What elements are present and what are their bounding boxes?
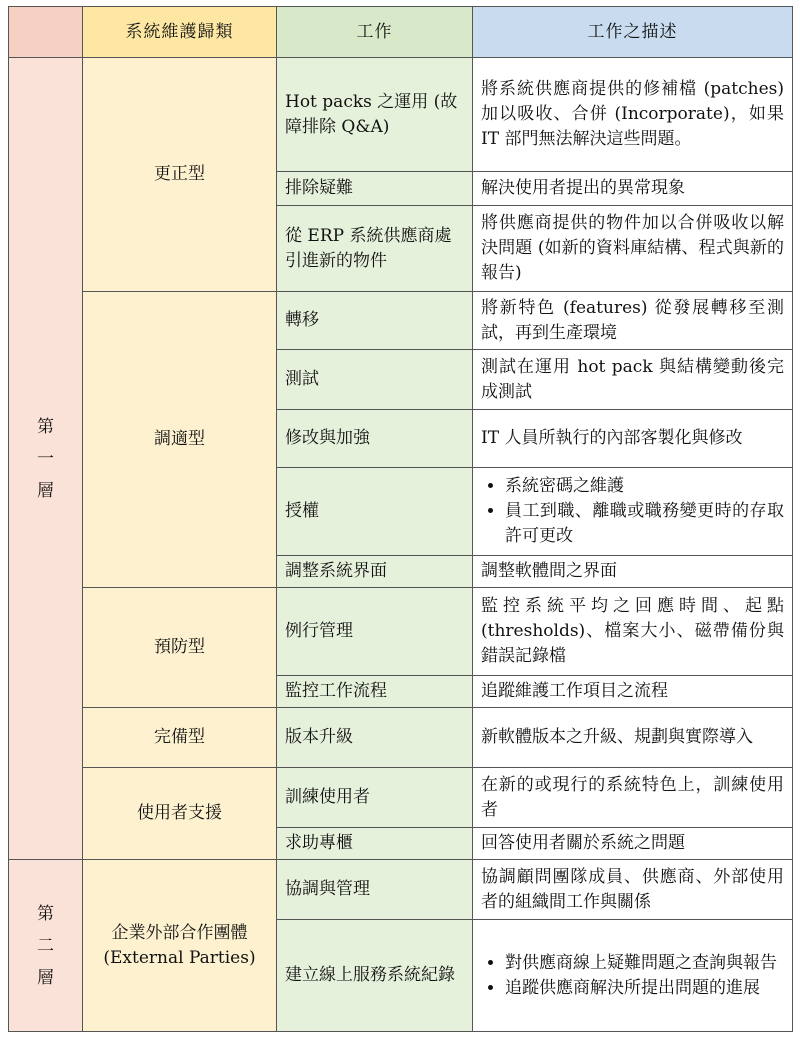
header-category: 系統維護歸類 (83, 7, 277, 58)
description-cell: 將供應商提供的物件加以合併吸收以解決問題 (如新的資料庫結構、程式與新的報告) (473, 206, 793, 292)
work-cell: 排除疑難 (277, 172, 473, 206)
layer-label: 第二層 (37, 903, 54, 988)
description-cell: 新軟體版本之升級、規劃與實際導入 (473, 708, 793, 768)
description-cell: 將系統供應商提供的修補檔 (patches) 加以吸收、合併 (Incorporate)，如果 IT 部門無法解決這些問題。 (473, 58, 793, 172)
category-cell: 更正型 (83, 58, 277, 292)
description-cell: 回答使用者關於系統之問題 (473, 828, 793, 860)
description-cell: 將新特色 (features) 從發展轉移至測試，再到生產環境 (473, 292, 793, 350)
description-cell: IT 人員所執行的內部客製化與修改 (473, 410, 793, 468)
description-cell: 在新的或現行的系統特色上，訓練使用者 (473, 768, 793, 828)
layer-cell (9, 58, 83, 860)
maintenance-table (8, 6, 793, 1032)
layer-label: 第一層 (37, 416, 54, 501)
table-row (9, 768, 793, 828)
work-cell: 調整系統界面 (277, 556, 473, 588)
work-cell: 例行管理 (277, 588, 473, 676)
header-description: 工作之描述 (473, 7, 793, 58)
work-cell: 授權 (277, 468, 473, 556)
bullet-list (481, 951, 784, 1001)
bullet-item: • 對供應商線上疑難問題之查詢與報告 (505, 951, 784, 976)
work-cell: 協調與管理 (277, 860, 473, 920)
description-cell: 監控系統平均之回應時間、起點 (thresholds)、檔案大小、磁帶備份與錯誤記錄檔 (473, 588, 793, 676)
bullet-list (481, 474, 784, 549)
work-cell: 修改與加強 (277, 410, 473, 468)
table-row (9, 708, 793, 768)
table-row (9, 588, 793, 676)
header-layer (9, 7, 83, 58)
work-cell: 訓練使用者 (277, 768, 473, 828)
header-work: 工作 (277, 7, 473, 58)
work-cell: 建立線上服務系統紀錄 (277, 920, 473, 1032)
bullet-item: • 員工到職、離職或職務變更時的存取許可更改 (505, 499, 784, 549)
description-cell: 調整軟體間之界面 (473, 556, 793, 588)
work-cell: 監控工作流程 (277, 676, 473, 708)
category-cell: 企業外部合作團體 (External Parties) (83, 860, 277, 1032)
category-cell: 使用者支援 (83, 768, 277, 860)
work-cell: 求助專櫃 (277, 828, 473, 860)
work-cell: 測試 (277, 350, 473, 410)
work-cell: 轉移 (277, 292, 473, 350)
category-cell: 預防型 (83, 588, 277, 708)
work-cell: Hot packs 之運用 (故障排除 Q&A) (277, 58, 473, 172)
work-cell: 從 ERP 系統供應商處引進新的物件 (277, 206, 473, 292)
layer-cell (9, 860, 83, 1032)
bullet-item: • 系統密碼之維護 (505, 474, 784, 499)
bullet-item: • 追蹤供應商解決所提出問題的進展 (505, 976, 784, 1001)
description-cell (473, 468, 793, 556)
header-row (9, 7, 793, 58)
description-cell: 追蹤維護工作項目之流程 (473, 676, 793, 708)
description-cell: 解決使用者提出的異常現象 (473, 172, 793, 206)
table-row (9, 860, 793, 920)
work-cell: 版本升級 (277, 708, 473, 768)
description-cell: 測試在運用 hot pack 與結構變動後完成測試 (473, 350, 793, 410)
description-cell: 協調顧問團隊成員、供應商、外部使用者的組織間工作與關係 (473, 860, 793, 920)
description-cell (473, 920, 793, 1032)
category-cell: 調適型 (83, 292, 277, 588)
table-row (9, 58, 793, 172)
category-cell: 完備型 (83, 708, 277, 768)
table-row (9, 292, 793, 350)
